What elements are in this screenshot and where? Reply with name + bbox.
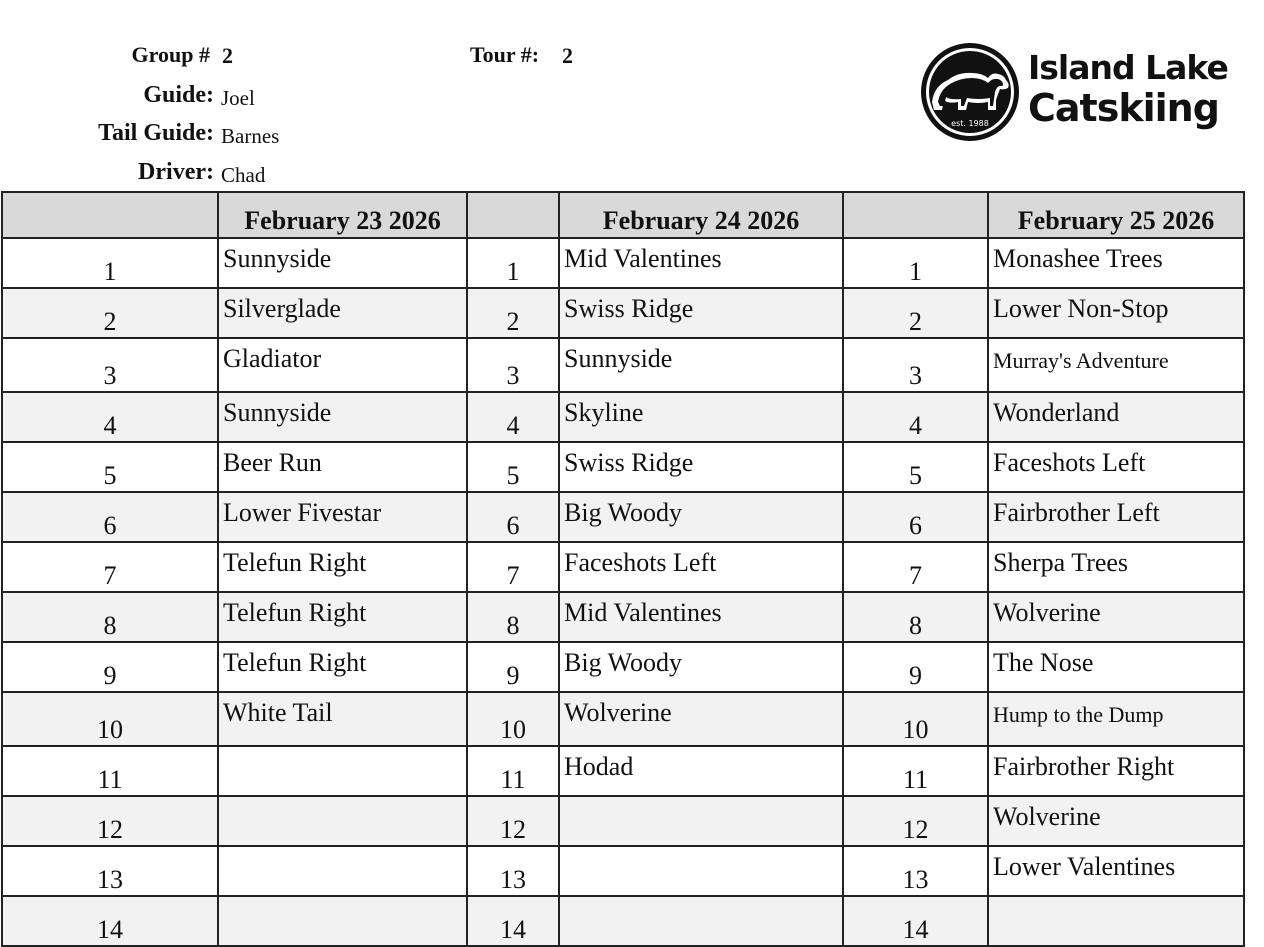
run-number: 12: [843, 796, 988, 846]
run-name-day-3: Wolverine: [988, 592, 1244, 642]
run-number: 6: [2, 492, 218, 542]
table-row: [2, 592, 1244, 642]
day-1-date: February 23 2026: [218, 192, 467, 238]
run-number: 7: [2, 542, 218, 592]
run-name-day-2: Big Woody: [559, 642, 843, 692]
run-name-day-3: Fairbrother Right: [988, 746, 1244, 796]
table-row: [2, 442, 1244, 492]
run-name-day-1: [218, 846, 467, 896]
run-name-day-3: Sherpa Trees: [988, 542, 1244, 592]
run-name-day-1: Telefun Right: [218, 642, 467, 692]
day-3-date: February 25 2026: [988, 192, 1244, 238]
run-name-day-1: Sunnyside: [218, 238, 467, 288]
run-number: 8: [467, 592, 559, 642]
run-name-day-1: Telefun Right: [218, 592, 467, 642]
run-number: 11: [467, 746, 559, 796]
group-value: 2: [222, 43, 233, 68]
run-number: 11: [843, 746, 988, 796]
run-number: 6: [843, 492, 988, 542]
run-schedule-table: [1, 191, 1245, 947]
run-name-day-2: [559, 796, 843, 846]
table-row: [2, 238, 1244, 288]
run-number: 5: [2, 442, 218, 492]
run-name-day-3: Fairbrother Left: [988, 492, 1244, 542]
run-name-day-1: Telefun Right: [218, 542, 467, 592]
run-number: 10: [843, 692, 988, 746]
driver-value: Chad: [221, 163, 266, 187]
run-number: 13: [843, 846, 988, 896]
day-2-date: February 24 2026: [559, 192, 843, 238]
run-name-day-3: Faceshots Left: [988, 442, 1244, 492]
table-row: [2, 846, 1244, 896]
run-name-day-1: Beer Run: [218, 442, 467, 492]
tour-label: Tour #:: [470, 42, 540, 67]
run-name-day-3: [988, 896, 1244, 946]
run-name-day-3: Lower Non-Stop: [988, 288, 1244, 338]
run-name-day-2: Faceshots Left: [559, 542, 843, 592]
run-name-day-1: Lower Fivestar: [218, 492, 467, 542]
run-number: 2: [2, 288, 218, 338]
header-blank: [467, 192, 559, 238]
table-row: [2, 692, 1244, 746]
run-name-day-2: Skyline: [559, 392, 843, 442]
run-name-day-2: Wolverine: [559, 692, 843, 746]
run-number: 13: [2, 846, 218, 896]
run-name-day-2: Swiss Ridge: [559, 442, 843, 492]
run-number: 13: [467, 846, 559, 896]
run-number: 6: [467, 492, 559, 542]
run-name-day-3: Monashee Trees: [988, 238, 1244, 288]
group-label: Group #: [131, 42, 210, 67]
run-name-day-1: [218, 896, 467, 946]
run-name-day-2: [559, 896, 843, 946]
run-number: 14: [467, 896, 559, 946]
run-number: 5: [843, 442, 988, 492]
tour-value: 2: [562, 43, 573, 68]
run-number: 5: [467, 442, 559, 492]
run-name-day-3: Hump to the Dump: [988, 692, 1244, 746]
run-name-day-1: White Tail: [218, 692, 467, 746]
run-number: 12: [2, 796, 218, 846]
table-row: [2, 896, 1244, 946]
run-name-day-3: Wonderland: [988, 392, 1244, 442]
run-name-day-1: [218, 746, 467, 796]
run-number: 4: [2, 392, 218, 442]
run-name-day-3: The Nose: [988, 642, 1244, 692]
company-logo: [918, 40, 1228, 144]
emblem-text: est. 1988: [951, 119, 989, 128]
run-number: 1: [467, 238, 559, 288]
run-number: 12: [467, 796, 559, 846]
run-name-day-3: Wolverine: [988, 796, 1244, 846]
run-number: 1: [843, 238, 988, 288]
table-row: [2, 542, 1244, 592]
run-name-day-3: Murray's Adventure: [988, 338, 1244, 392]
table-row: [2, 796, 1244, 846]
guide-value: Joel: [221, 86, 255, 110]
run-number: 4: [843, 392, 988, 442]
run-number: 4: [467, 392, 559, 442]
run-name-day-2: Big Woody: [559, 492, 843, 542]
run-number: 2: [843, 288, 988, 338]
table-row: [2, 642, 1244, 692]
run-name-day-1: Silverglade: [218, 288, 467, 338]
run-name-day-1: Gladiator: [218, 338, 467, 392]
run-number: 14: [2, 896, 218, 946]
run-number: 10: [2, 692, 218, 746]
run-number: 2: [467, 288, 559, 338]
logo-line-2: Catskiing: [1028, 86, 1219, 130]
logo-line-1: Island Lake: [1028, 48, 1228, 87]
run-name-day-1: [218, 796, 467, 846]
run-name-day-2: Sunnyside: [559, 338, 843, 392]
run-name-day-3: Lower Valentines: [988, 846, 1244, 896]
run-name-day-1: Sunnyside: [218, 392, 467, 442]
run-number: 9: [843, 642, 988, 692]
run-number: 14: [843, 896, 988, 946]
run-number: 3: [843, 338, 988, 392]
run-name-day-2: Swiss Ridge: [559, 288, 843, 338]
run-number: 7: [843, 542, 988, 592]
run-number: 3: [467, 338, 559, 392]
run-number: 9: [467, 642, 559, 692]
run-number: 9: [2, 642, 218, 692]
table-row: [2, 492, 1244, 542]
run-number: 8: [2, 592, 218, 642]
run-number: 7: [467, 542, 559, 592]
run-name-day-2: Hodad: [559, 746, 843, 796]
guide-label: Guide:: [143, 82, 214, 108]
header-blank: [843, 192, 988, 238]
table-row: [2, 392, 1244, 442]
driver-label: Driver:: [138, 159, 214, 185]
header-blank: [2, 192, 218, 238]
table-row: [2, 338, 1244, 392]
table-row: [2, 288, 1244, 338]
table-row: [2, 746, 1244, 796]
run-name-day-2: Mid Valentines: [559, 238, 843, 288]
run-number: 1: [2, 238, 218, 288]
bear-emblem-icon: [918, 42, 1022, 142]
table-header-row: [2, 192, 1244, 238]
run-number: 11: [2, 746, 218, 796]
tail-guide-value: Barnes: [221, 124, 280, 148]
run-number: 8: [843, 592, 988, 642]
run-number: 10: [467, 692, 559, 746]
run-name-day-2: Mid Valentines: [559, 592, 843, 642]
run-name-day-2: [559, 846, 843, 896]
run-number: 3: [2, 338, 218, 392]
tail-guide-label: Tail Guide:: [98, 120, 214, 146]
